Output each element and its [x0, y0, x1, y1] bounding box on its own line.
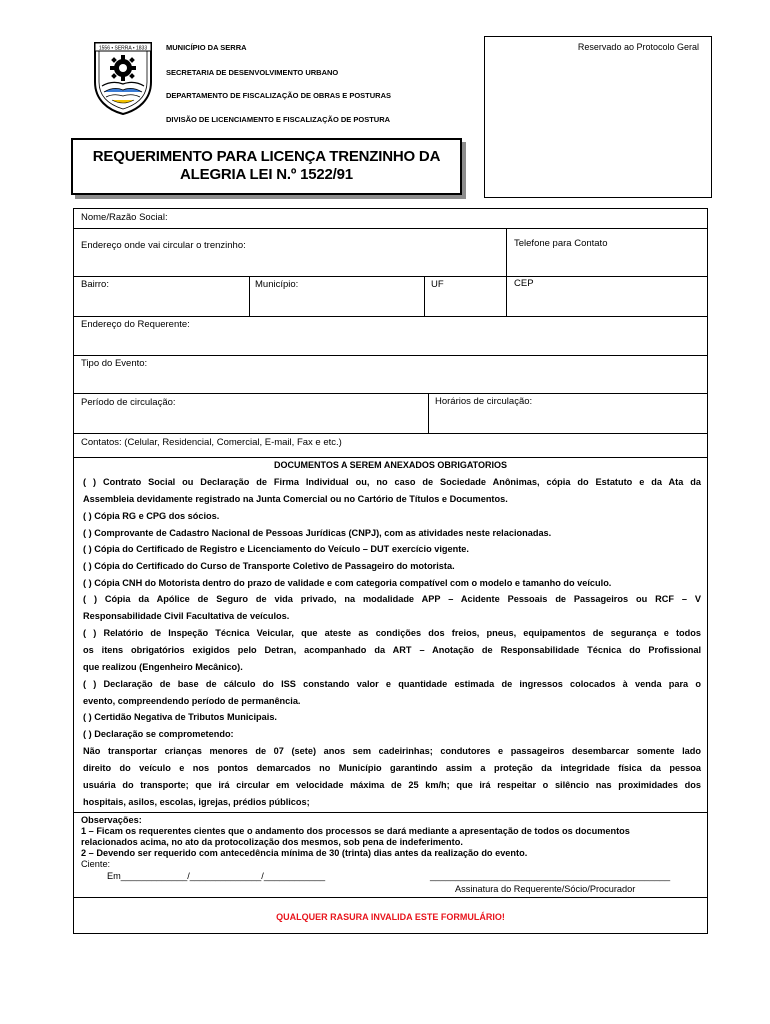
crest-text: 1556 • SERRA • 1833	[98, 45, 148, 52]
division-name: DIVISÃO DE LICENCIAMENTO E FISCALIZAÇÃO DE POSTURA	[166, 115, 391, 124]
route-address-field[interactable]: Endereço onde vai circular o trenzinho:	[81, 240, 246, 251]
document-item: ( ) Relatório de Inspeção Técnica Veicular, que ateste as condições dos freios, pneus, equipamentos de segurança e todos	[83, 628, 701, 638]
phone-field[interactable]: Telefone para Contato	[514, 238, 608, 249]
form-title-line-2: ALEGRIA LEI N.º 1522/91	[180, 166, 353, 183]
row-divider	[74, 316, 707, 317]
secretariat-name: SECRETARIA DE DESENVOLVIMENTO URBANO	[166, 68, 339, 77]
observation-line: relacionados acima, no ato da protocolização dos mesmos, sob pena de indeferimento.	[81, 837, 463, 847]
column-divider	[249, 276, 250, 316]
district-field[interactable]: Bairro:	[81, 279, 109, 290]
signature-line[interactable]: _______________________________________________	[430, 871, 671, 881]
municipal-crest-logo	[92, 40, 154, 116]
contacts-field[interactable]: Contatos: (Celular, Residencial, Comercial, E-mail, Fax e etc.)	[81, 437, 342, 448]
request-form	[73, 208, 708, 934]
document-item: ( ) Cópia do Certificado de Registro e Licenciamento do Veículo – DUT exercício vigente.	[83, 544, 469, 554]
form-title-box	[71, 138, 462, 195]
cep-field[interactable]: CEP	[514, 278, 534, 289]
document-item: ( ) Declaração se comprometendo:	[83, 729, 234, 739]
signature-label: Assinatura do Requerente/Sócio/Procurador	[455, 884, 636, 894]
observation-line: 1 – Ficam os requerentes cientes que o andamento dos processos se dará mediante a apresentação de todos os documentos	[81, 826, 630, 836]
name-field[interactable]: Nome/Razão Social:	[81, 212, 168, 223]
document-item: que realizou (Engenheiro Mecânico).	[83, 662, 243, 672]
document-item: direito do veículo e nos pontos demarcados no Município garantindo assim a proteção da integridade física da pessoa	[83, 763, 701, 773]
document-item: ( ) Contrato Social ou Declaração de Firma Individual ou, no caso de Sociedade Anônimas, cópia do Estatuto e da Ata da	[83, 477, 701, 487]
column-divider	[506, 276, 507, 316]
observation-line: 2 – Devendo ser requerido com antecedência mínima de 30 (trinta) dias antes da realização do evento.	[81, 848, 528, 858]
date-line[interactable]: Em_____________/______________/____________	[107, 871, 326, 881]
row-divider	[74, 393, 707, 394]
row-divider	[74, 228, 707, 229]
document-item: Não transportar crianças menores de 07 (sete) anos sem cadeirinhas; condutores e passageiros desembarcar somente lado	[83, 746, 701, 756]
city-field[interactable]: Município:	[255, 279, 299, 290]
document-item: ( ) Comprovante de Cadastro Nacional de Pessoas Jurídicas (CNPJ), com as atividades neste relacionadas.	[83, 528, 552, 538]
uf-field[interactable]: UF	[431, 279, 444, 290]
period-field[interactable]: Período de circulação:	[81, 397, 176, 408]
document-item: Responsabilidade Civil Facultativa de veículos.	[83, 611, 290, 621]
schedule-field[interactable]: Horários de circulação:	[435, 396, 533, 407]
event-type-field[interactable]: Tipo do Evento:	[81, 358, 148, 369]
row-divider	[74, 276, 707, 277]
document-item: ( ) Cópia CNH do Motorista dentro do prazo de validade e com categoria compatível com o modelo e tamanho do veículo.	[83, 578, 612, 588]
protocol-label: Reservado ao Protocolo Geral	[577, 42, 699, 52]
document-item: ( ) Certidão Negativa de Tributos Municipais.	[83, 712, 277, 722]
department-name: DEPARTAMENTO DE FISCALIZAÇÃO DE OBRAS E POSTURAS	[166, 91, 392, 100]
row-divider	[74, 433, 707, 434]
column-divider	[506, 228, 507, 276]
documents-section-title: DOCUMENTOS A SEREM ANEXADOS OBRIGATORIOS	[273, 460, 508, 470]
row-divider	[74, 812, 707, 813]
document-item: usuária do transporte; que irá circular em velocidade máxima de 25 km/h; que irá respeitar o silêncio nas proximidades dos	[83, 780, 701, 790]
protocol-reserved-box	[484, 36, 712, 198]
document-item: ( ) Cópia da Apólice de Seguro de vida privado, na modalidade APP – Acidente Pessoais de Passageiros ou RCF – V	[83, 594, 701, 604]
warning-text: QUALQUER RASURA INVALIDA ESTE FORMULÁRIO!	[276, 912, 505, 922]
document-item: evento, compreendendo período de permanência.	[83, 696, 301, 706]
row-divider	[74, 457, 707, 458]
document-item: os itens obrigatórios exigidos pelo Detran, acompanhado da ART – Anotação de Responsabilidade Técnica do Profissional	[83, 645, 701, 655]
document-item: Assembleia devidamente registrado na Junta Comercial ou no Cartório de Títulos e Documentos.	[83, 494, 508, 504]
row-divider	[74, 355, 707, 356]
aware-label: Ciente:	[81, 859, 111, 869]
column-divider	[424, 276, 425, 316]
row-divider	[74, 897, 707, 898]
column-divider	[428, 393, 429, 433]
document-item: ( ) Declaração de base de cálculo do ISS constando valor e quantidade estimada de ingressos colocados à venda para o	[83, 679, 701, 689]
document-item: ( ) Cópia do Certificado do Curso de Transporte Coletivo de Passageiro do motorista.	[83, 561, 455, 571]
document-item: hospitais, asilos, escolas, igrejas, prédios públicos;	[83, 797, 310, 807]
observations-title: Observações:	[81, 815, 142, 825]
applicant-address-field[interactable]: Endereço do Requerente:	[81, 319, 190, 330]
municipality-name: MUNICÍPIO DA SERRA	[166, 43, 247, 52]
document-item: ( ) Cópia RG e CPG dos sócios.	[83, 511, 220, 521]
form-title-line-1: REQUERIMENTO PARA LICENÇA TRENZINHO DA	[92, 148, 441, 165]
